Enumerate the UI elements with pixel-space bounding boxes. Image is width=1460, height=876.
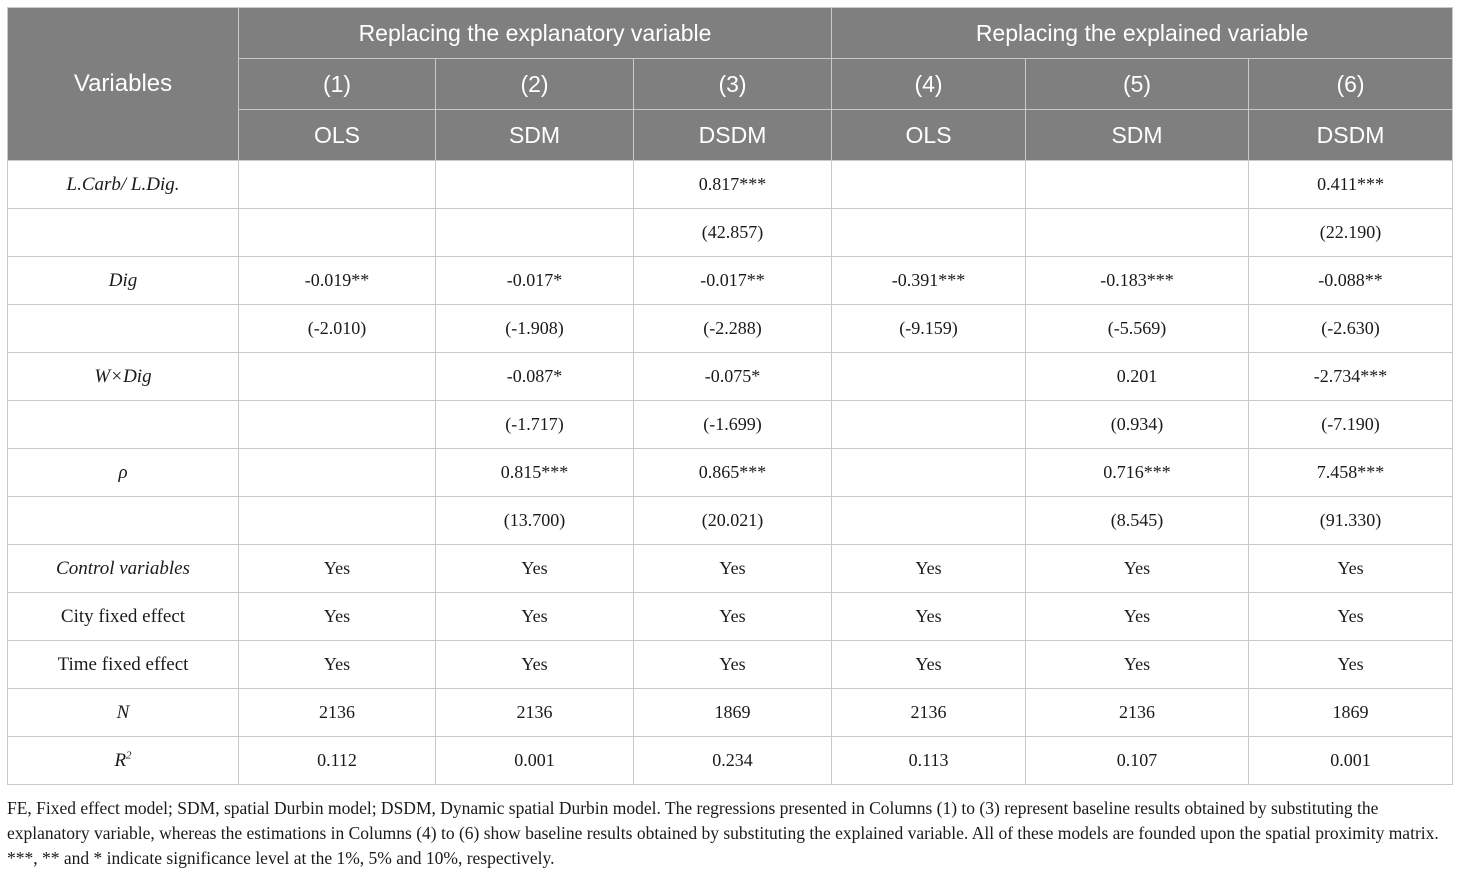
regression-table-container [7, 7, 1452, 785]
row-label [8, 353, 239, 401]
table-cell: (-1.908) [436, 305, 634, 353]
table-cell: Yes [239, 545, 436, 593]
column-number-2: (2) [436, 59, 634, 110]
table-cell: 7.458*** [1249, 449, 1453, 497]
table-cell [1026, 209, 1249, 257]
table-cell: (42.857) [634, 209, 832, 257]
table-cell: Yes [1026, 545, 1249, 593]
table-row [8, 737, 1453, 785]
row-label [8, 689, 239, 737]
table-cell: Yes [1249, 641, 1453, 689]
table-row [8, 401, 1453, 449]
table-cell: 0.107 [1026, 737, 1249, 785]
table-cell [832, 161, 1026, 209]
model-label-4: OLS [832, 110, 1026, 161]
column-number-3: (3) [634, 59, 832, 110]
table-cell: Yes [1249, 545, 1453, 593]
table-cell: 0.001 [436, 737, 634, 785]
column-number-6: (6) [1249, 59, 1453, 110]
row-label-text: Dig [108, 269, 138, 291]
table-cell [832, 401, 1026, 449]
table-cell: 0.201 [1026, 353, 1249, 401]
row-label [8, 497, 239, 545]
row-label [8, 545, 239, 593]
row-label-text: Control variables [56, 557, 190, 579]
table-cell [436, 161, 634, 209]
table-cell: Yes [436, 641, 634, 689]
table-cell: Yes [436, 593, 634, 641]
table-cell: -0.019** [239, 257, 436, 305]
row-label-text: N [116, 701, 130, 723]
table-cell: Yes [1249, 593, 1453, 641]
row-label [8, 257, 239, 305]
table-cell: (-5.569) [1026, 305, 1249, 353]
table-cell: -0.088** [1249, 257, 1453, 305]
table-cell: -0.075* [634, 353, 832, 401]
table-cell: 2136 [832, 689, 1026, 737]
table-body [8, 161, 1453, 785]
column-number-1: (1) [239, 59, 436, 110]
table-cell [239, 209, 436, 257]
row-label-superscript: 2 [126, 749, 132, 762]
row-label [8, 449, 239, 497]
model-label-3: DSDM [634, 110, 832, 161]
table-footnote: FE, Fixed effect model; SDM, spatial Durbin model; DSDM, Dynamic spatial Durbin model. The regressions presented in Columns (1) to (3) represent baseline results obtained by substituting the explanatory variable, whereas the estimations in Columns (4) to (6) show baseline results obtained by substituting the explained variable. All of these models are founded upon the spatial proximity matrix. ***, ** and * indicate significance level at the 1%, 5% and 10%, respectively. [7, 798, 1439, 868]
table-cell [1026, 161, 1249, 209]
table-cell [239, 353, 436, 401]
table-cell [239, 161, 436, 209]
table-cell: 0.817*** [634, 161, 832, 209]
row-label [8, 305, 239, 353]
table-cell: 1869 [1249, 689, 1453, 737]
table-cell [239, 449, 436, 497]
table-cell: Yes [1026, 593, 1249, 641]
model-label-1: OLS [239, 110, 436, 161]
row-label [8, 209, 239, 257]
table-cell: 2136 [239, 689, 436, 737]
table-row [8, 545, 1453, 593]
table-cell: (22.190) [1249, 209, 1453, 257]
table-cell: 2136 [436, 689, 634, 737]
variables-header: Variables [8, 8, 239, 161]
row-label-text: ρ [118, 461, 128, 483]
table-cell: Yes [239, 641, 436, 689]
table-cell: -0.017** [634, 257, 832, 305]
column-number-5: (5) [1026, 59, 1249, 110]
table-cell: (13.700) [436, 497, 634, 545]
row-label-text: Time fixed effect [57, 653, 189, 675]
row-label [8, 737, 239, 785]
row-label [8, 401, 239, 449]
row-label [8, 593, 239, 641]
model-label-5: SDM [1026, 110, 1249, 161]
table-row [8, 257, 1453, 305]
table-cell: 0.234 [634, 737, 832, 785]
table-cell: 0.001 [1249, 737, 1453, 785]
table-cell: (-1.699) [634, 401, 832, 449]
table-cell: -0.391*** [832, 257, 1026, 305]
table-row [8, 689, 1453, 737]
model-label-2: SDM [436, 110, 634, 161]
column-number-4: (4) [832, 59, 1026, 110]
table-row [8, 641, 1453, 689]
table-cell: (8.545) [1026, 497, 1249, 545]
table-cell: 1869 [634, 689, 832, 737]
group-header-explained: Replacing the explained variable [832, 8, 1453, 59]
table-header [8, 8, 1453, 161]
table-cell: 0.716*** [1026, 449, 1249, 497]
table-cell: (-1.717) [436, 401, 634, 449]
table-cell: Yes [634, 545, 832, 593]
table-row [8, 593, 1453, 641]
table-cell: 0.113 [832, 737, 1026, 785]
table-cell: (91.330) [1249, 497, 1453, 545]
table-cell: 0.112 [239, 737, 436, 785]
table-cell: Yes [832, 593, 1026, 641]
table-cell [832, 353, 1026, 401]
table-cell: Yes [436, 545, 634, 593]
group-header-explanatory: Replacing the explanatory variable [239, 8, 832, 59]
table-cell: (20.021) [634, 497, 832, 545]
table-cell: Yes [832, 545, 1026, 593]
table-cell [832, 497, 1026, 545]
table-cell: -2.734*** [1249, 353, 1453, 401]
table-cell: Yes [634, 641, 832, 689]
row-label-text: City fixed effect [60, 605, 186, 627]
table-cell: 0.411*** [1249, 161, 1453, 209]
table-row [8, 305, 1453, 353]
regression-table [7, 7, 1453, 785]
row-label-text: L.Carb/ L.Dig. [66, 173, 180, 195]
table-cell: (0.934) [1026, 401, 1249, 449]
table-row [8, 209, 1453, 257]
table-row [8, 497, 1453, 545]
row-label-text: R [114, 749, 127, 771]
row-label [8, 641, 239, 689]
table-row [8, 449, 1453, 497]
table-cell [832, 209, 1026, 257]
table-cell: Yes [634, 593, 832, 641]
table-cell: (-2.288) [634, 305, 832, 353]
table-row [8, 161, 1453, 209]
model-label-6: DSDM [1249, 110, 1453, 161]
row-label-text: W×Dig [94, 365, 152, 387]
table-cell [239, 401, 436, 449]
table-cell: Yes [1026, 641, 1249, 689]
table-cell: 0.865*** [634, 449, 832, 497]
table-cell: (-2.010) [239, 305, 436, 353]
table-cell: Yes [832, 641, 1026, 689]
table-cell: -0.183*** [1026, 257, 1249, 305]
table-cell: (-7.190) [1249, 401, 1453, 449]
table-cell: -0.017* [436, 257, 634, 305]
table-cell [239, 497, 436, 545]
row-label [8, 161, 239, 209]
table-cell [436, 209, 634, 257]
table-cell: -0.087* [436, 353, 634, 401]
table-cell: Yes [239, 593, 436, 641]
table-cell: 2136 [1026, 689, 1249, 737]
table-cell: 0.815*** [436, 449, 634, 497]
table-row [8, 353, 1453, 401]
table-cell: (-2.630) [1249, 305, 1453, 353]
table-cell [832, 449, 1026, 497]
table-cell: (-9.159) [832, 305, 1026, 353]
